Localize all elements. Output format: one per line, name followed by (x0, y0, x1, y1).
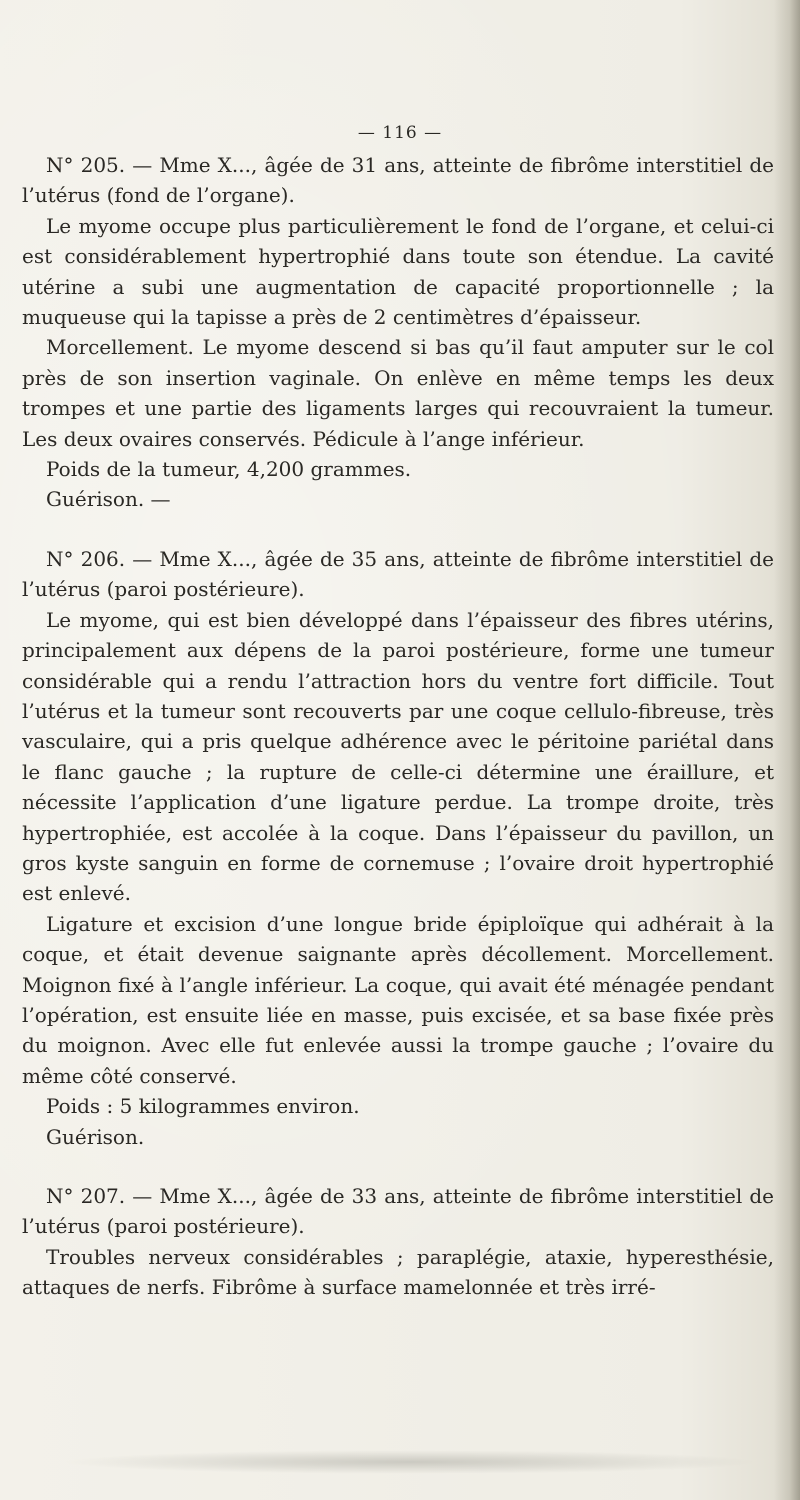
case-entry-205 (22, 150, 774, 515)
paragraph: Ligature et excision d’une longue bride épiploïque qui adhérait à la coque, et était devenue saignante après décollement. Morcellement. Moignon fixé à l’angle inférieur. La coque, qui avait été ménagée pendant l’opération, est ensuite liée en masse, puis excisée, et sa base fixée près du moignon. Avec elle fut enlevée aussi la trompe gauche ; l’ovaire du même côté conservé. (22, 911, 774, 1088)
case-heading: N° 206. — Mme X..., âgée de 35 ans, atteinte de fibrôme interstitiel de l’utérus (paroi postérieure). (22, 546, 774, 602)
case-entry-206 (22, 544, 774, 1152)
paragraph: Guérison. (46, 1124, 145, 1149)
paragraph: Le myome occupe plus particulièrement le fond de l’organe, et celui-ci est considérablement hypertrophié dans toute son étendue. La cavité utérine a subi une augmentation de capacité proportionnelle ; la muqueuse qui la tapisse a près de 2 centimètres d’épaisseur. (22, 213, 774, 330)
page-edge-shadow (774, 0, 800, 1500)
print-smudge (60, 1450, 760, 1474)
case-entry-207 (22, 1181, 774, 1303)
paragraph: Poids de la tumeur, 4,200 grammes. (46, 457, 412, 482)
page-number: — 116 — (357, 123, 443, 143)
paragraph: Troubles nerveux considérables ; paraplégie, ataxie, hyperesthésie, attaques de nerfs. Fibrôme à surface mamelonnée et très irré- (22, 1244, 774, 1300)
paragraph: Le myome, qui est bien développé dans l’épaisseur des fibres utérins, principalement aux dépens de la paroi postérieure, forme une tumeur considérable qui a rendu l’attraction hors du ventre fort difficile. Tout l’utérus et la tumeur sont recouverts par une coque cellulo-fibreuse, très vasculaire, qui a pris quelque adhérence avec le péritoine pariétal dans le flanc gauche ; la rupture de celle-ci détermine une éraillure, et nécessite l’application d’une ligature perdue. La trompe droite, très hypertrophiée, est accolée à la coque. Dans l’épaisseur du pavillon, un gros kyste sanguin en forme de cornemuse ; l’ovaire droit hypertrophié est enlevé. (22, 607, 774, 906)
case-heading: N° 205. — Mme X..., âgée de 31 ans, atteinte de fibrôme interstitiel de l’utérus (fond de l’organe). (22, 153, 774, 208)
case-heading: N° 207. — Mme X..., âgée de 33 ans, atteinte de fibrôme interstitiel de l’utérus (paroi postérieure). (22, 1184, 774, 1239)
paragraph: Poids : 5 kilogrammes environ. (46, 1094, 360, 1119)
body-text (22, 150, 774, 1332)
paragraph: Guérison. — (46, 487, 171, 512)
paragraph: Morcellement. Le myome descend si bas qu’il faut amputer sur le col près de son insertion vaginale. On enlève en même temps les deux trompes et une partie des ligaments larges qui recouvraient la tumeur. Les deux ovaires conservés. Pédicule à l’ange inférieur. (22, 335, 774, 451)
